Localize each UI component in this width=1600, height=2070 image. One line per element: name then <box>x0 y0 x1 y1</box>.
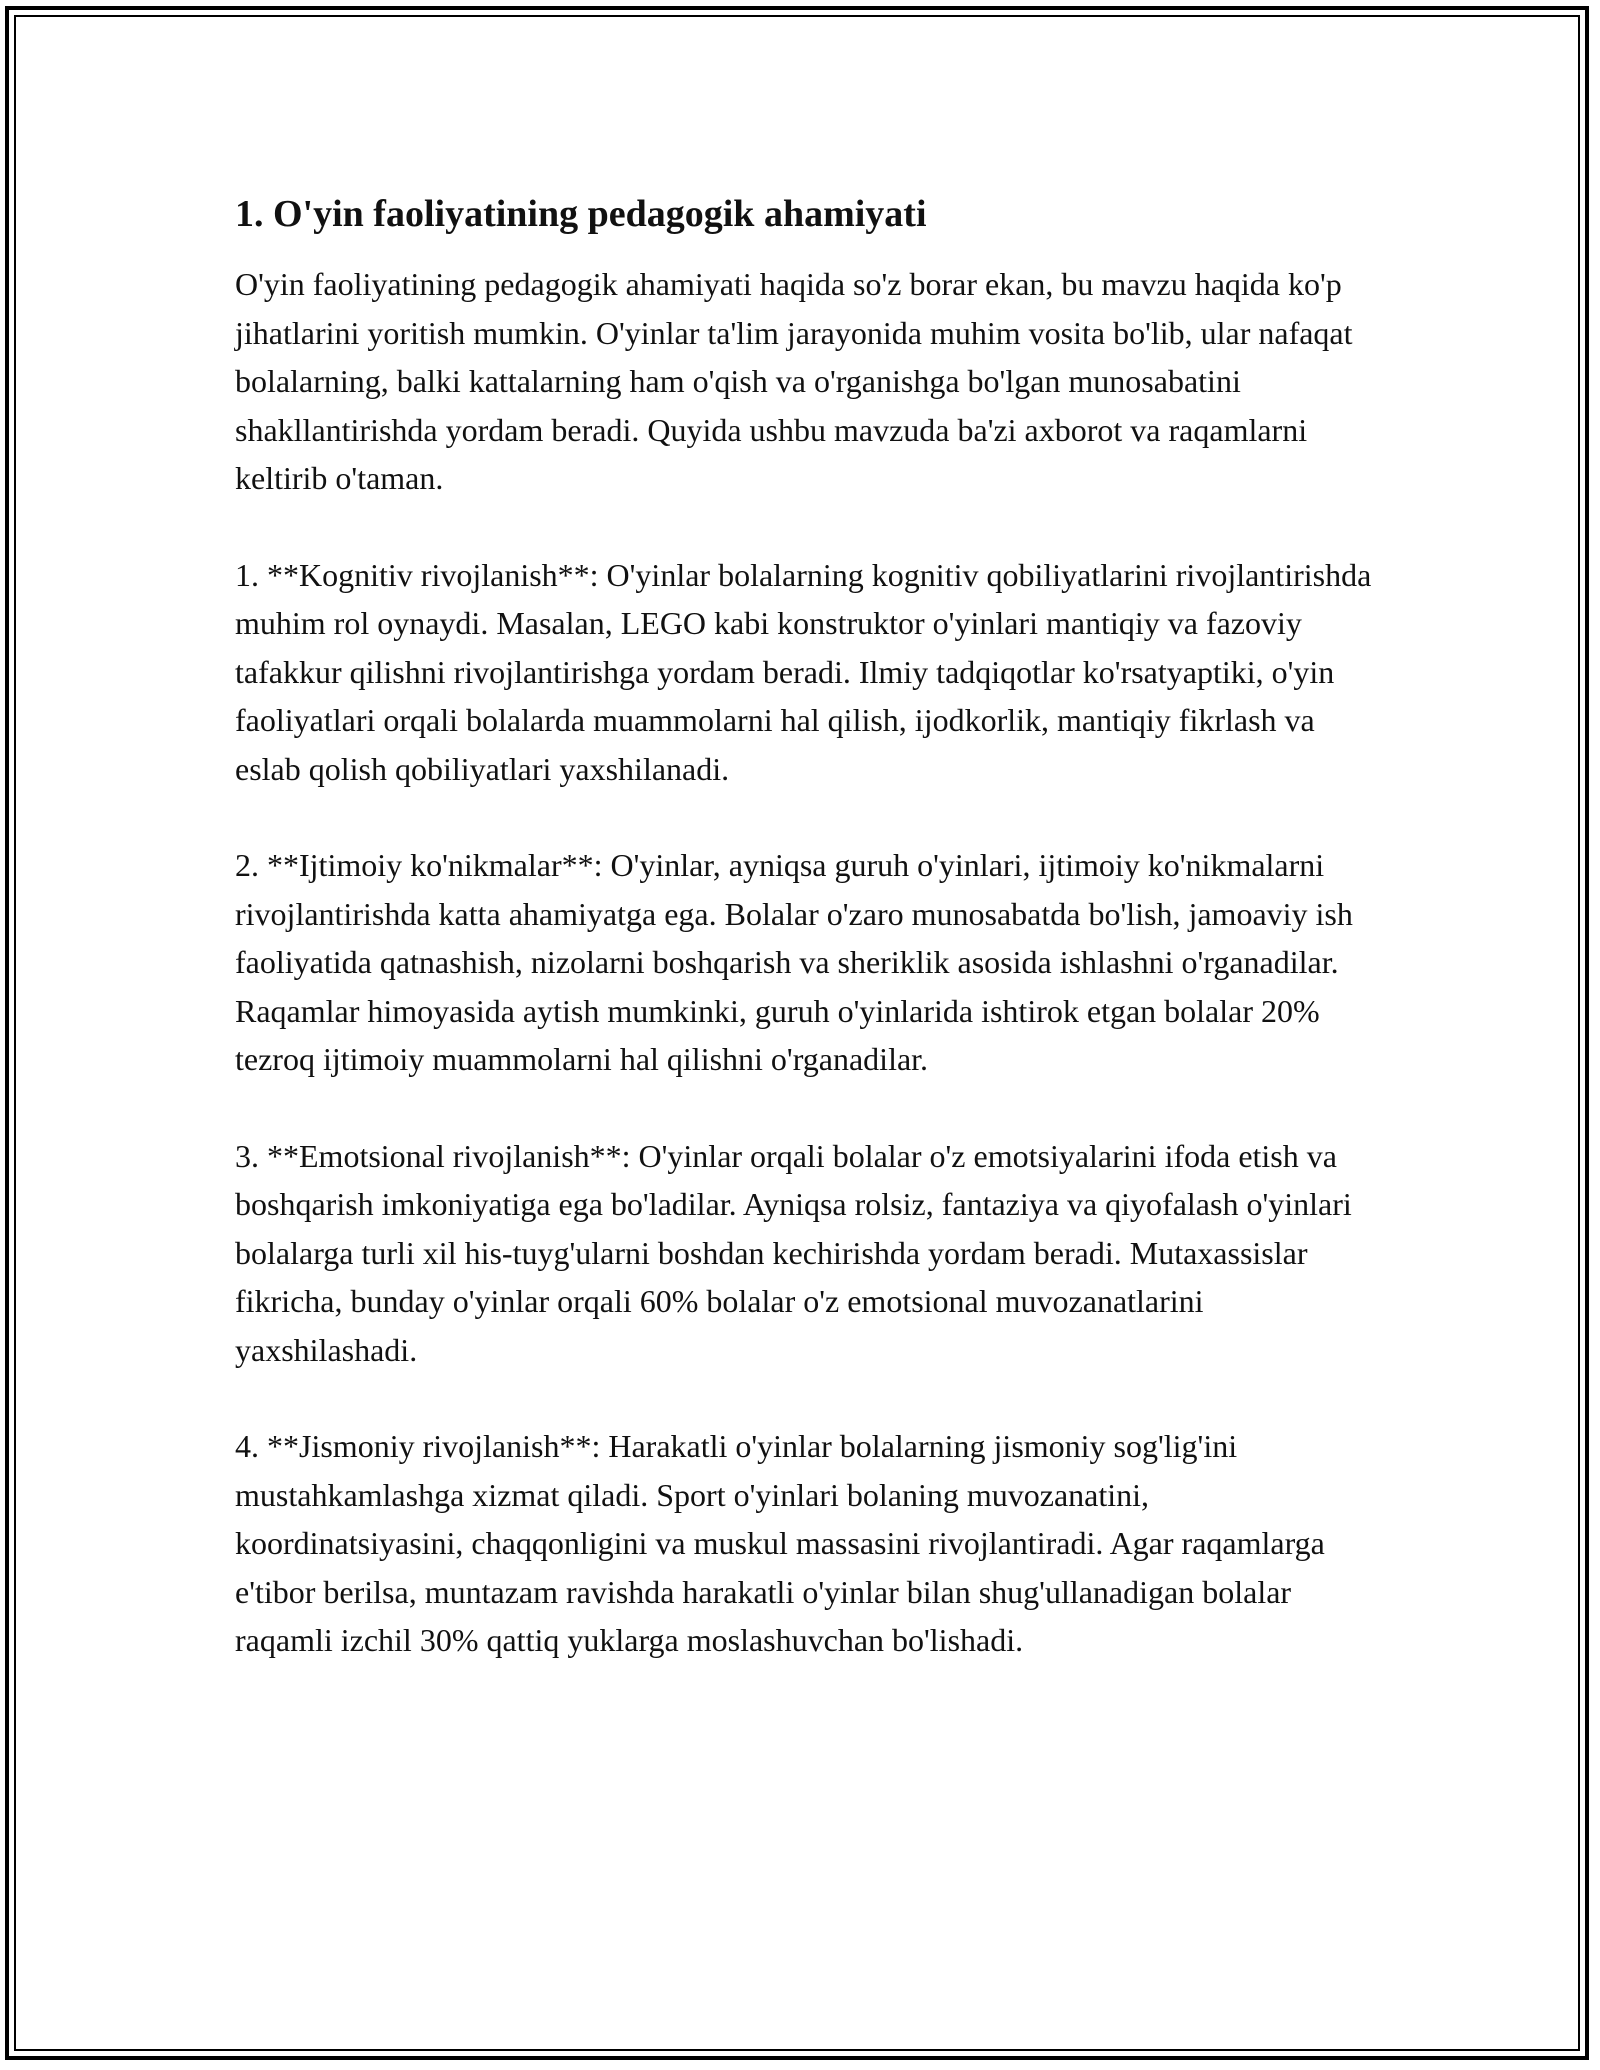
intro-paragraph: O'yin faoliyatining pedagogik ahamiyati haqida so'z borar ekan, bu mavzu haqida ko'p jihatlarini yoritish mumkin. O'yinlar ta'lim jarayonida muhim vosita bo'lib, ular nafaqat bolalarning, balki kattalarning ham o'qish va o'rganishga bo'lgan munosabatini shakllantirishda yordam beradi. Quyida ushbu mavzuda ba'zi axborot va raqamlarni keltirib o'taman. <box>235 266 1353 496</box>
list-item-social: 2. **Ijtimoiy ko'nikmalar**: O'yinlar, ayniqsa guruh o'yinlari, ijtimoiy ko'nikmalarni rivojlantirishda katta ahamiyatga ega. Bolalar o'zaro munosabatda bo'lish, jamoaviy ish faoliyatida qatnashish, nizolarni boshqarish va sheriklik asosida ishlashni o'rganadilar. Raqamlar himoyasida aytish mumkinki, guruh o'yinlarida ishtirok etgan bolalar 20% tezroq ijtimoiy muammolarni hal qilishni o'rganadilar. <box>235 847 1353 1077</box>
document-body <box>235 186 1375 1665</box>
section-heading: 1. O'yin faoliyatining pedagogik ahamiyati <box>235 193 927 235</box>
list-item-emotional: 3. **Emotsional rivojlanish**: O'yinlar orqali bolalar o'z emotsiyalarini ifoda etish va boshqarish imkoniyatiga ega bo'ladilar. Ayniqsa rolsiz, fantaziya va qiyofalash o'yinlari bolalarga turli xil his-tuyg'ularni boshdan kechirishda yordam beradi. Mutaxassislar fikricha, bunday o'yinlar orqali 60% bolalar o'z emotsional muvozanatlarini yaxshilashadi. <box>235 1137 1352 1368</box>
list-item-cognitive: 1. **Kognitiv rivojlanish**: O'yinlar bolalarning kognitiv qobiliyatlarini rivojlantirishda muhim rol oynaydi. Masalan, LEGO kabi konstruktor o'yinlari mantiqiy va fazoviy tafakkur qilishni rivojlantirishga yordam beradi. Ilmiy tadqiqotlar ko'rsatyaptiki, o'yin faoliyatlari orqali bolalarda muammolarni hal qilish, ijodkorlik, mantiqiy fikrlash va eslab qolish qobiliyatlari yaxshilanadi. <box>235 556 1372 787</box>
list-item-physical: 4. **Jismoniy rivojlanish**: Harakatli o'yinlar bolalarning jismoniy sog'lig'ini mustahkamlashga xizmat qiladi. Sport o'yinlari bolaning muvozanatini, koordinatsiyasini, chaqqonligini va muskul massasini rivojlantiradi. Agar raqamlarga e'tibor berilsa, muntazam ravishda harakatli o'yinlar bilan shug'ullanadigan bolalar raqamli izchil 30% qattiq yuklarga moslashuvchan bo'lishadi. <box>235 1428 1325 1658</box>
